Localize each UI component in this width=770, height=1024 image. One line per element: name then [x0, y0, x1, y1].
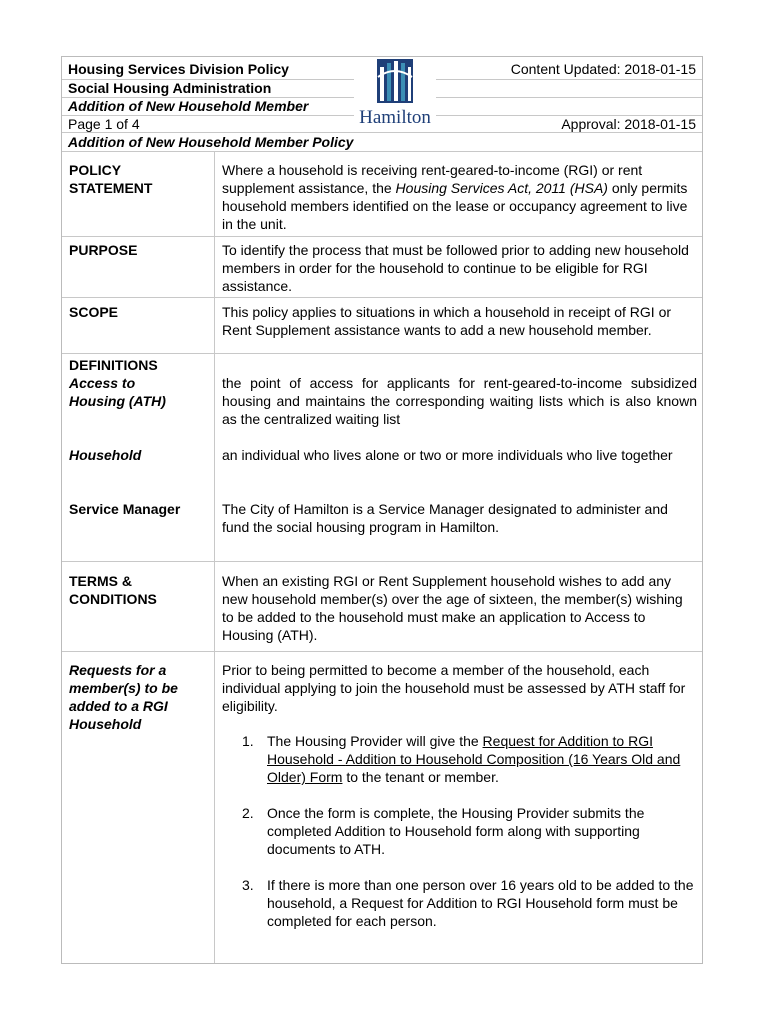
list-item: 2. Once the form is complete, the Housing Provider submits the completed Addition to Household form along with supporting documents to ATH. [242, 805, 645, 857]
logo-wordmark: Hamilton [359, 107, 431, 128]
ath-definition: the point of access for applicants for rent-geared-to-income subsidized housing and maintains the corresponding waiting lists which is also known as the centralized waiting list [222, 375, 697, 427]
content-updated: Content Updated: 2018-01-15 [510, 61, 696, 77]
admin-title: Social Housing Administration [68, 80, 272, 96]
household-term: Household [69, 447, 142, 463]
definitions-label: DEFINITIONS [69, 357, 158, 373]
addition-form-link[interactable]: Addition to Household Composition (16 Years Old and Older) Form [267, 751, 681, 785]
scope-text: This policy applies to situations in which a household in receipt of RGI or Rent Supplement assistance wants to add a new household member. [222, 304, 672, 338]
requests-label: Requests for a member(s) to be added to a RGI Household [69, 662, 178, 732]
scope-label: SCOPE [69, 304, 119, 320]
household-definition: an individual who lives alone or two or more individuals who live together [222, 447, 673, 463]
policy-statement-label: POLICY STATEMENT [69, 162, 153, 196]
service-manager-definition: The City of Hamilton is a Service Manager designated to administer and fund the social housing program in Hamilton. [222, 501, 668, 535]
division-title: Housing Services Division Policy [68, 61, 289, 77]
policy-statement-text: Where a household is receiving rent-geared-to-income (RGI) or rent supplement assistance, the Housing Services Act, 2011 (HSA) only permits household members identified on the lease or occupancy agreement to live in the unit. [222, 162, 688, 232]
purpose-text: To identify the process that must be followed prior to adding new household members in order for the household to continue to be eligible for RGI assistance. [222, 242, 689, 294]
terms-label: TERMS & CONDITIONS [69, 573, 157, 607]
subject-title: Addition of New Household Member [68, 98, 309, 114]
request-form-link[interactable]: Request for Addition to RGI Household - [267, 733, 653, 767]
approval-date: Approval: 2018-01-15 [561, 116, 696, 132]
terms-text: When an existing RGI or Rent Supplement household wishes to add any new household member(s) over the age of sixteen, the member(s) wishing to be added to the household must make an application to Access to Housing (ATH). [222, 573, 683, 643]
requests-text: Prior to being permitted to become a member of the household, each individual applying to join the household must be assessed by ATH staff for eligibility. [222, 662, 686, 714]
list-item: 1. The Housing Provider will give the Request for Addition to RGI Household - Addition to Household Composition (16 Years Old and Older) Form to the tenant or member. [242, 733, 681, 785]
page-number: Page 1 of 4 [68, 116, 140, 132]
list-item: 3. If there is more than one person over 16 years old to be added to the household, a Request for Addition to RGI Household form must be completed for each person. [242, 877, 694, 929]
hamilton-logo [354, 57, 436, 131]
ath-term: Access to Housing (ATH) [69, 375, 166, 409]
policy-page [61, 56, 703, 964]
purpose-label: PURPOSE [69, 242, 138, 258]
policy-title: Addition of New Household Member Policy [68, 134, 354, 150]
service-manager-term: Service Manager [69, 501, 181, 517]
